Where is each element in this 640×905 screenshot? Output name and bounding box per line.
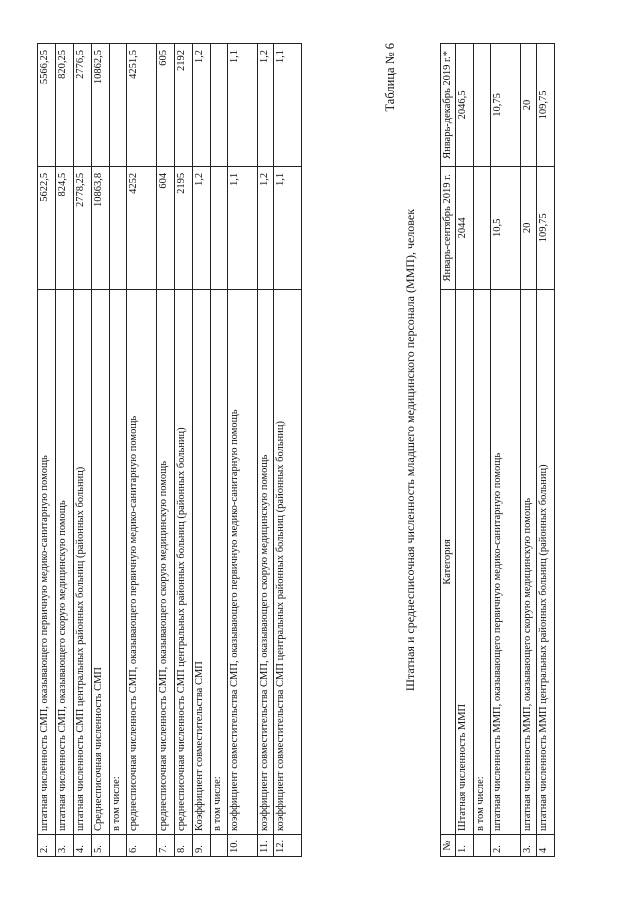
table-row <box>258 44 274 857</box>
row-category: штатная численность СМП, оказывающего первичную медико-санитарную помощь <box>38 289 56 834</box>
row-category: в том числе: <box>110 289 127 834</box>
row-value-jan-dec: 2192 <box>175 44 193 167</box>
row-value-jan-dec: 2046,5 <box>456 44 474 167</box>
row-value-jan-sep: 1,2 <box>193 166 211 289</box>
table-title: Штатная и среднесписочная численность младшего медицинского персонала (ММП), человек <box>403 208 417 692</box>
row-value-jan-sep: 824,5 <box>56 166 74 289</box>
table-row <box>193 44 211 857</box>
table-header-row <box>441 44 456 857</box>
row-category: штатная численность ММП, оказывающего скорую медицинскую помощь <box>521 289 537 834</box>
table-row <box>74 44 92 857</box>
staff-table-smp-body <box>38 44 302 857</box>
row-number: 11. <box>258 835 274 857</box>
row-value-jan-dec: 5566,25 <box>38 44 56 167</box>
row-number: 7. <box>157 835 175 857</box>
header-number: № <box>441 835 456 857</box>
row-number: 6. <box>127 835 157 857</box>
row-value-jan-sep: 1,2 <box>258 166 274 289</box>
row-value-jan-sep <box>211 166 228 289</box>
staff-table-mmp <box>440 43 555 857</box>
table-row <box>38 44 56 857</box>
row-number: 3. <box>56 835 74 857</box>
header-category: Категория <box>441 289 456 834</box>
table-row <box>474 44 491 857</box>
table-row <box>456 44 474 857</box>
table-row <box>175 44 193 857</box>
row-number <box>110 835 127 857</box>
row-category: штатная численность СМП центральных районных больниц (районных больниц) <box>74 289 92 834</box>
row-category: Среднесписочная численность СМП <box>92 289 110 834</box>
row-value-jan-dec: 10862,5 <box>92 44 110 167</box>
row-number <box>474 835 491 857</box>
row-value-jan-sep: 109,75 <box>537 166 555 289</box>
row-number: 8. <box>175 835 193 857</box>
row-number: 12. <box>274 835 302 857</box>
row-value-jan-sep: 4252 <box>127 166 157 289</box>
row-category: коэффициент совместительства СМП, оказывающего скорую медицинскую помощь <box>258 289 274 834</box>
table-row <box>110 44 127 857</box>
row-category: в том числе: <box>211 289 228 834</box>
row-category: штатная численность ММП центральных районных больниц (районных больниц) <box>537 289 555 834</box>
row-value-jan-dec: 605 <box>157 44 175 167</box>
row-number: 10. <box>228 835 258 857</box>
row-number: 4 <box>537 835 555 857</box>
row-value-jan-sep: 1,1 <box>274 166 302 289</box>
staff-table-mmp-body <box>456 44 555 857</box>
row-category: коэффициент совместительства СМП, оказывающего первичную медико-санитарную помощь <box>228 289 258 834</box>
row-value-jan-sep <box>474 166 491 289</box>
staff-table-smp <box>37 43 302 857</box>
row-value-jan-dec <box>474 44 491 167</box>
row-category: среднесписочная численность СМП, оказывающего первичную медико-санитарную помощь <box>127 289 157 834</box>
table-row <box>521 44 537 857</box>
row-number: 9. <box>193 835 211 857</box>
header-jan-dec: Январь-декабрь 2019 г.* <box>441 44 456 167</box>
row-value-jan-dec: 820,25 <box>56 44 74 167</box>
rotated-content <box>15 27 625 877</box>
row-category: среднесписочная численность СМП, оказывающего скорую медицинскую помощь <box>157 289 175 834</box>
row-value-jan-sep: 20 <box>521 166 537 289</box>
row-category: штатная численность СМП, оказывающего скорую медицинскую помощь <box>56 289 74 834</box>
table-row <box>157 44 175 857</box>
row-category: Штатная численность ММП <box>456 289 474 834</box>
row-value-jan-dec <box>110 44 127 167</box>
row-value-jan-sep: 10,5 <box>491 166 521 289</box>
row-number: 4. <box>74 835 92 857</box>
table-row <box>537 44 555 857</box>
row-value-jan-sep: 604 <box>157 166 175 289</box>
row-number <box>211 835 228 857</box>
row-category: коэффициент совместительства СМП центральных районных больниц (районных больниц) <box>274 289 302 834</box>
row-value-jan-sep: 1,1 <box>228 166 258 289</box>
row-value-jan-dec: 109,75 <box>537 44 555 167</box>
table-row <box>56 44 74 857</box>
row-value-jan-dec: 1,2 <box>258 44 274 167</box>
table-row <box>274 44 302 857</box>
table-row <box>92 44 110 857</box>
row-number: 2. <box>491 835 521 857</box>
row-value-jan-dec: 20 <box>521 44 537 167</box>
row-category: среднесписочная численность СМП центральных районных больниц (районных больниц) <box>175 289 193 834</box>
row-value-jan-dec: 1,2 <box>193 44 211 167</box>
table-row <box>211 44 228 857</box>
row-value-jan-sep: 2778,25 <box>74 166 92 289</box>
row-number: 1. <box>456 835 474 857</box>
table-row <box>491 44 521 857</box>
row-value-jan-sep: 5622,5 <box>38 166 56 289</box>
row-value-jan-dec: 4251,5 <box>127 44 157 167</box>
row-number: 2. <box>38 835 56 857</box>
row-value-jan-dec <box>211 44 228 167</box>
row-category: Коэффициент совместительства СМП <box>193 289 211 834</box>
row-value-jan-sep: 2044 <box>456 166 474 289</box>
row-value-jan-dec: 2776,5 <box>74 44 92 167</box>
row-value-jan-sep: 10863,8 <box>92 166 110 289</box>
row-value-jan-sep: 2195 <box>175 166 193 289</box>
table-number: Таблица № 6 <box>383 43 397 112</box>
row-value-jan-dec: 10,75 <box>491 44 521 167</box>
row-category: в том числе: <box>474 289 491 834</box>
row-number: 3. <box>521 835 537 857</box>
row-category: штатная численность ММП, оказывающего первичную медико-санитарную помощь <box>491 289 521 834</box>
row-value-jan-dec: 1,1 <box>274 44 302 167</box>
table-row <box>228 44 258 857</box>
table-row <box>127 44 157 857</box>
header-jan-sep: Январь-сентябрь 2019 г. <box>441 166 456 289</box>
row-value-jan-sep <box>110 166 127 289</box>
row-number: 5. <box>92 835 110 857</box>
row-value-jan-dec: 1,1 <box>228 44 258 167</box>
